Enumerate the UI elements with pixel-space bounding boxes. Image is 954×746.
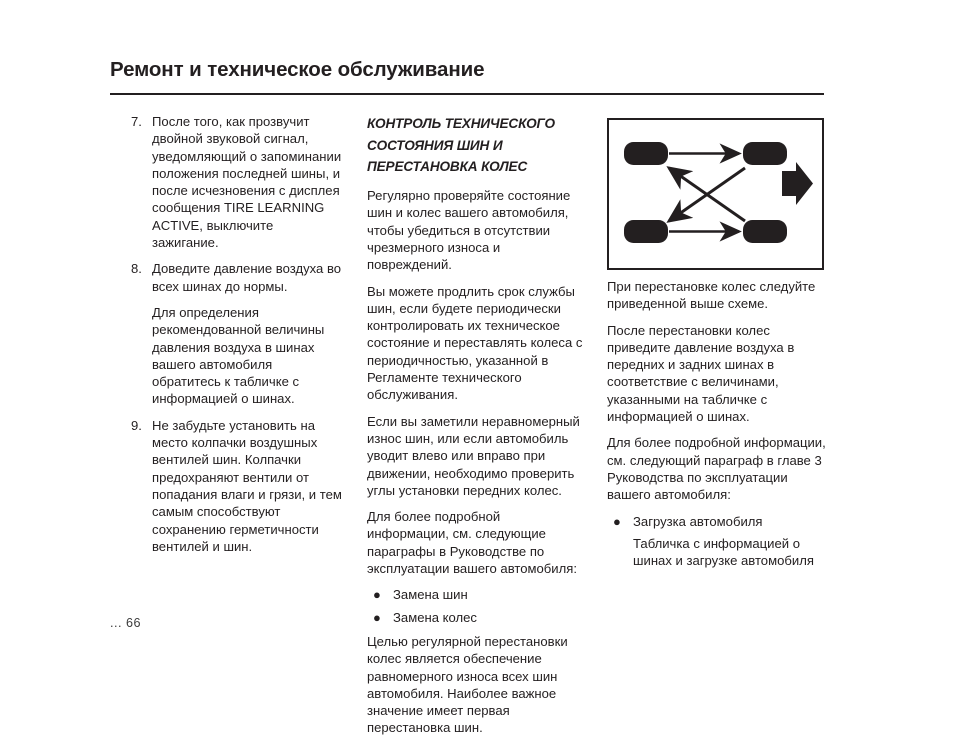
left-column — [131, 113, 343, 564]
bullet-text: Замена шин — [393, 587, 468, 603]
header-divider — [110, 93, 824, 95]
list-item-text: После того, как прозвучит двойной звуковой сигнал, уведомляющий о запоминании положения последней шины, и после исчезновения с дисплея сообщения TIRE LEARNING ACTIVE, выключите зажигание. — [152, 114, 342, 251]
tire-rotation-diagram — [607, 118, 824, 270]
list-item-text: Доведите давление воздуха во всех шинах до нормы. — [152, 261, 342, 294]
paragraph: После перестановки колес приведите давление воздуха в передних и задних шинах в соответствие с величинами, указанными на табличке с информацией о шинах. — [607, 322, 795, 425]
middle-column — [367, 113, 583, 746]
tire-rear-right — [743, 220, 787, 243]
tire-rear-left — [624, 220, 668, 243]
list-item-number: 8. — [131, 261, 142, 277]
list-item — [131, 113, 343, 251]
list-item — [131, 417, 343, 555]
tire-front-right — [743, 142, 787, 165]
list-item-number: 9. — [131, 417, 142, 433]
bullet-icon: ● — [613, 513, 621, 529]
section-heading-line: КОНТРОЛЬ ТЕХНИЧЕСКОГО — [367, 116, 555, 131]
section-heading-line: СОСТОЯНИЯ ШИН И — [367, 137, 503, 153]
bullet-list-item — [367, 586, 583, 603]
paragraph: Если вы заметили неравномерный износ шин, или если автомобиль уводит влево или вправо при движении, необходимо проверить углы установки передних колес. — [367, 413, 580, 498]
bullet-subtext: Табличка с информацией о шинах и загрузке автомобиля — [633, 535, 814, 569]
list-item-number: 7. — [131, 114, 142, 129]
page-title: Ремонт и техническое обслуживание — [110, 58, 485, 81]
bullet-text: Замена колес — [393, 609, 477, 625]
bullet-text: Загрузка автомобиля — [633, 513, 763, 529]
bullet-list-item — [607, 513, 827, 530]
paragraph: Регулярно проверяйте состояние шин и колес вашего автомобиля, чтобы убедиться в отсутствии чрезмерного износа и повреждений. — [367, 188, 571, 273]
list-item — [131, 260, 343, 407]
direction-of-travel-arrow-icon — [782, 162, 813, 205]
paragraph: Целью регулярной перестановки колес является обеспечение равномерного износа всех шин автомобиля. Наиболее важное значение имеет первая перестановка шин. — [367, 633, 568, 736]
paragraph: Для более подробной информации, см. следующий параграф в главе 3 Руководства по эксплуатации вашего автомобиля: — [607, 435, 826, 503]
tire-rotation-illustration — [609, 120, 822, 268]
bullet-icon: ● — [373, 587, 381, 603]
tire-front-left — [624, 142, 668, 165]
bullet-icon: ● — [373, 609, 381, 625]
list-item-subtext: Для определения рекомендованной величины давления воздуха в шинах вашего автомобиля обратитесь к табличке с информацией о шинах. — [152, 304, 325, 407]
section-heading — [367, 113, 583, 178]
section-heading-line: ПЕРЕСТАНОВКА КОЛЕС — [367, 159, 528, 175]
paragraph: Для более подробной информации, см. следующие параграфы в Руководстве по эксплуатации вашего автомобиля: — [367, 509, 577, 577]
page-footer: ... 66 — [110, 616, 142, 630]
paragraph: Вы можете продлить срок службы шин, если будете периодически контролировать их техническое состояние и переставлять колеса с периодичностью, указанной в Регламенте технического обслуживания. — [367, 283, 583, 403]
list-item-text: Не забудьте установить на место колпачки воздушных вентилей шин. Колпачки предохраняют вентили от попадания влаги и грязи, и тем самым способствуют сохранению герметичности вентилей и шин. — [152, 417, 342, 554]
bullet-list-item — [367, 609, 583, 626]
paragraph: При перестановке колес следуйте приведенной выше схеме. — [607, 279, 816, 312]
page-header — [110, 58, 824, 82]
right-column — [607, 278, 827, 575]
